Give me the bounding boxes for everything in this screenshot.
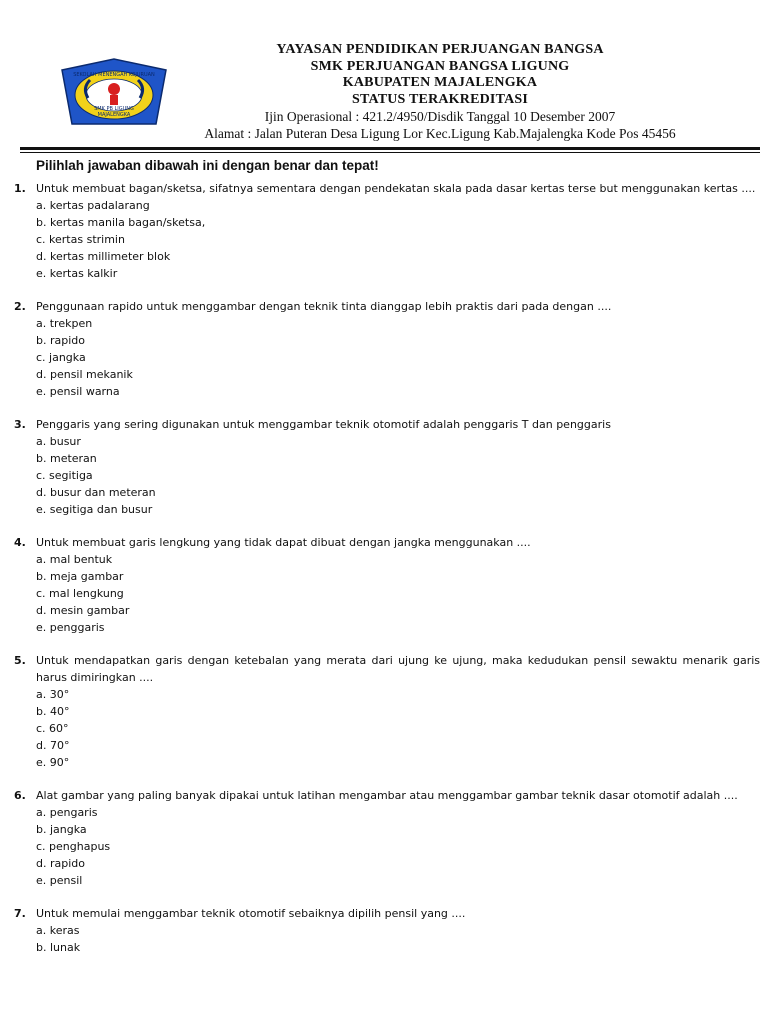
question-item [14, 298, 760, 400]
answer-option: b. meteran [36, 452, 97, 465]
answer-option: a. busur [36, 435, 81, 448]
accreditation-status: STATUS TERAKREDITASI [351, 91, 529, 107]
question-number: 5. [14, 654, 26, 667]
logo-text-mid: SMK PB LIGUNG [94, 106, 134, 112]
answer-option: d. mesin gambar [36, 604, 130, 617]
answer-option: d. 70° [36, 739, 70, 752]
logo-text-bottom: MAJALENGKA [97, 112, 131, 118]
instruction-text: Pilihlah jawaban dibawah ini dengan benar dan tepat! [36, 158, 379, 173]
answer-option: c. mal lengkung [36, 587, 124, 600]
answer-option: d. busur dan meteran [36, 486, 156, 499]
letterhead-divider-thin [20, 152, 760, 153]
question-number: 7. [14, 907, 26, 920]
answer-option: b. rapido [36, 334, 85, 347]
answer-option: d. kertas millimeter blok [36, 250, 171, 263]
question-number: 3. [14, 418, 26, 431]
answer-option: d. rapido [36, 857, 85, 870]
school-name: SMK PERJUANGAN BANGSA LIGUNG [310, 58, 570, 74]
school-address: Alamat : Jalan Puteran Desa Ligung Lor Kec.Ligung Kab.Majalengka Kode Pos 45456 [204, 126, 676, 141]
question-item [14, 787, 760, 889]
question-item [14, 534, 760, 636]
question-text: Untuk membuat garis lengkung yang tidak dapat dibuat dengan jangka menggunakan .... [36, 536, 531, 549]
answer-option: b. meja gambar [36, 570, 124, 583]
question-number: 6. [14, 789, 26, 802]
question-list [14, 180, 760, 972]
answer-option: a. trekpen [36, 317, 93, 330]
foundation-name: YAYASAN PENDIDIKAN PERJUANGAN BANGSA [276, 42, 604, 57]
answer-option: e. 90° [36, 756, 70, 769]
answer-option: e. pensil [36, 874, 83, 887]
answer-option: c. jangka [36, 351, 86, 364]
letterhead-divider-thick [20, 147, 760, 150]
answer-option: e. segitiga dan busur [36, 503, 153, 516]
answer-option: b. jangka [36, 823, 87, 836]
regency-name: KABUPATEN MAJALENGKA [342, 75, 538, 90]
answer-option: a. pengaris [36, 806, 98, 819]
question-text: Alat gambar yang paling banyak dipakai untuk latihan mengambar atau menggambar gambar teknik dasar otomotif adalah .... [36, 789, 738, 802]
answer-option: b. kertas manila bagan/sketsa, [36, 216, 206, 229]
logo-text-top: SEKOLAH MENENGAH KEJURUAN [73, 72, 155, 78]
question-text: Untuk memulai menggambar teknik otomotif sebaiknya dipilih pensil yang .... [36, 907, 466, 920]
answer-option: a. mal bentuk [36, 553, 113, 566]
answer-option: e. penggaris [36, 621, 105, 634]
question-text: Penggaris yang sering digunakan untuk menggambar teknik otomotif adalah penggaris T dan penggaris [36, 418, 611, 431]
question-number: 1. [14, 182, 26, 195]
operating-permit: Ijin Operasional : 421.2/4950/Disdik Tanggal 10 Desember 2007 [264, 109, 616, 124]
answer-option: a. 30° [36, 688, 70, 701]
answer-option: c. kertas strimin [36, 233, 125, 246]
question-item [14, 905, 760, 956]
question-item [14, 180, 760, 282]
letterhead-text [120, 42, 760, 142]
question-text: Penggunaan rapido untuk menggambar dengan teknik tinta dianggap lebih praktis dari pada dengan .... [36, 300, 612, 313]
question-number: 4. [14, 536, 26, 549]
answer-option: d. pensil mekanik [36, 368, 133, 381]
answer-option: c. segitiga [36, 469, 93, 482]
answer-option: e. kertas kalkir [36, 267, 118, 280]
answer-option: b. lunak [36, 941, 81, 954]
question-text: Untuk membuat bagan/sketsa, sifatnya sementara dengan pendekatan skala pada dasar kertas terse but menggunakan kertas .... [36, 182, 756, 195]
question-text: Untuk mendapatkan garis dengan ketebalan yang merata dari ujung ke ujung, maka kedudukan pensil sewaktu menarik garis harus dimiringkan .... [36, 654, 760, 684]
question-item [14, 416, 760, 518]
question-number: 2. [14, 300, 26, 313]
answer-option: c. penghapus [36, 840, 111, 853]
answer-option: a. kertas padalarang [36, 199, 150, 212]
question-item [14, 652, 760, 771]
answer-option: c. 60° [36, 722, 69, 735]
answer-option: b. 40° [36, 705, 70, 718]
answer-option: e. pensil warna [36, 385, 120, 398]
letterhead [0, 40, 768, 140]
answer-option: a. keras [36, 924, 80, 937]
